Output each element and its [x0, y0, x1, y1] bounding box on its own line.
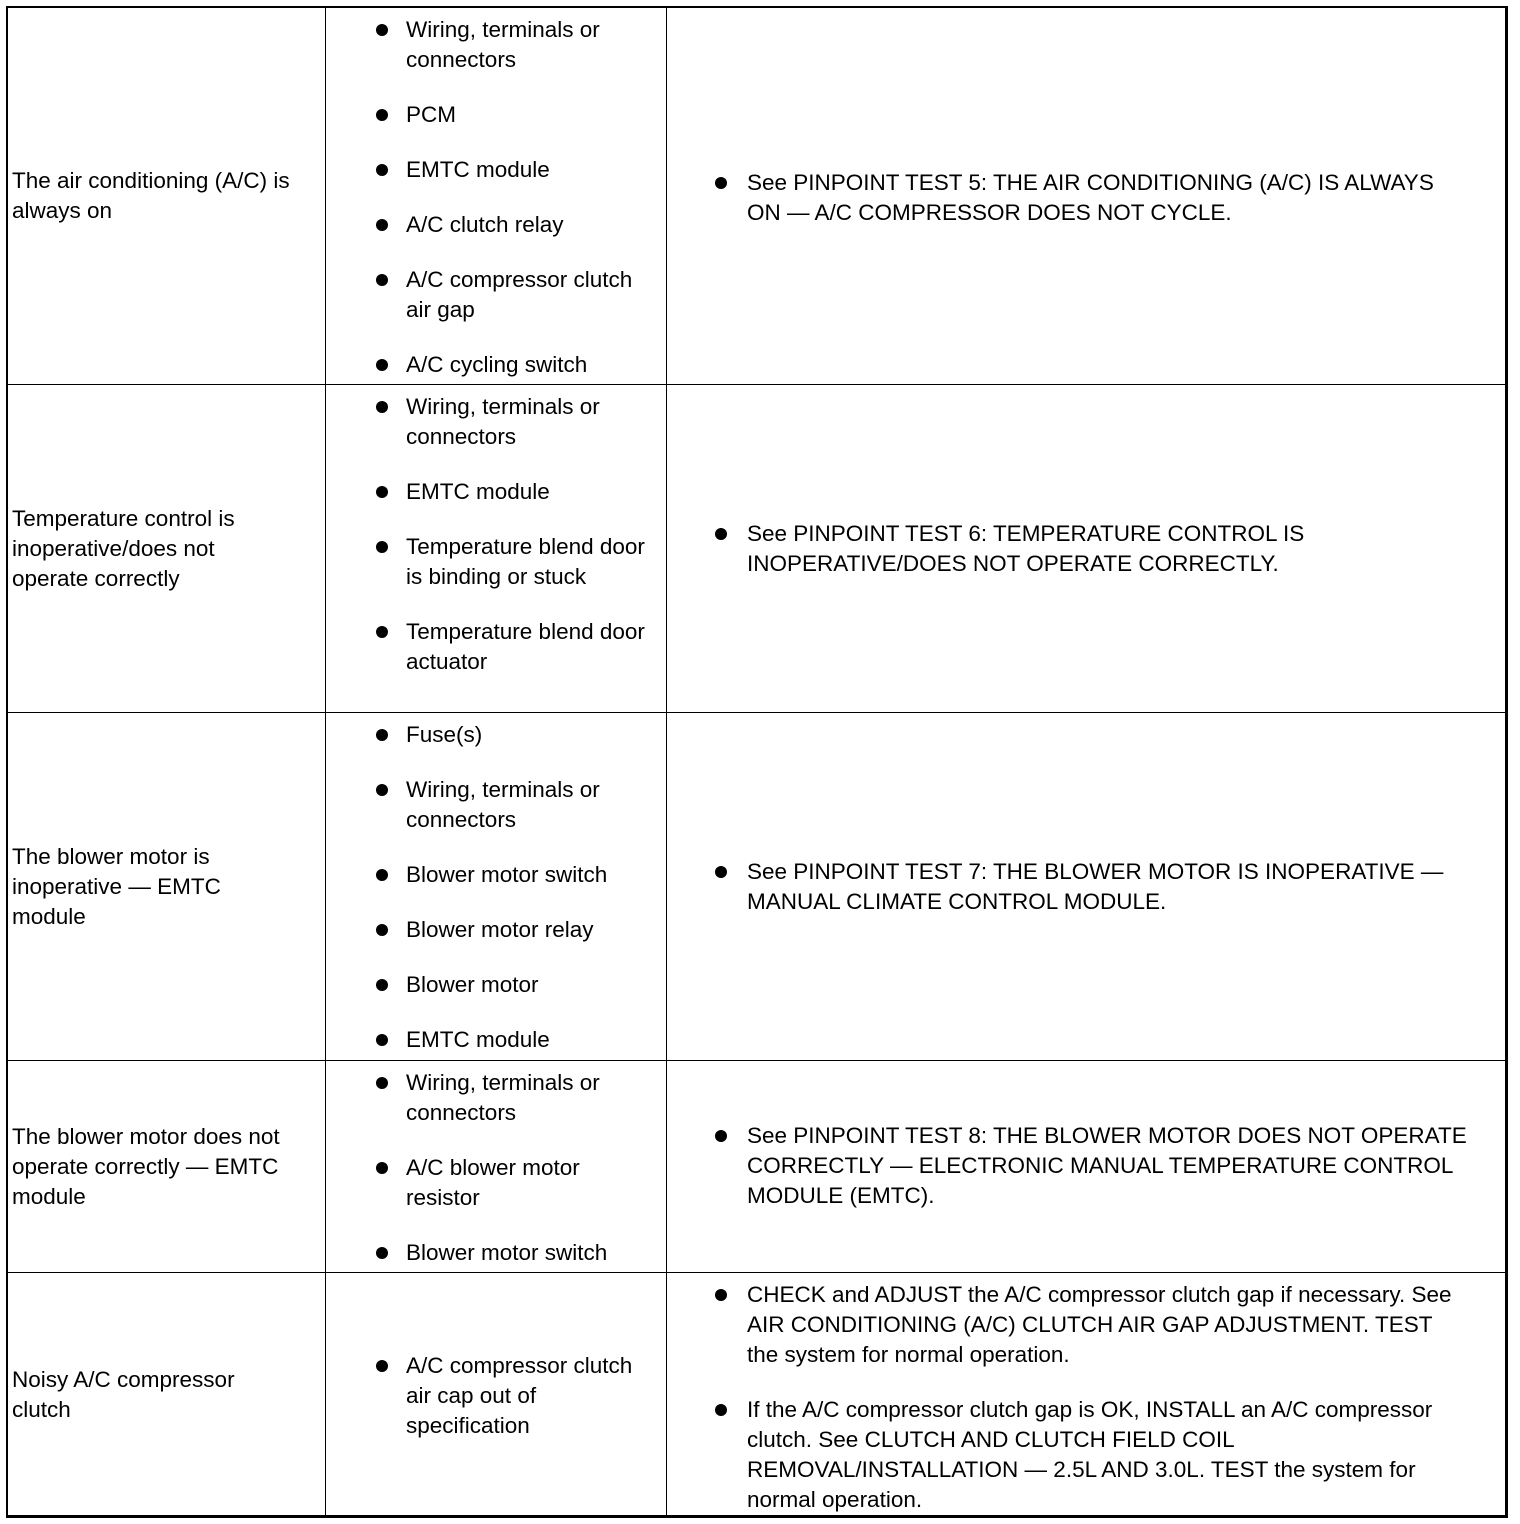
possible-source-cell: [326, 8, 667, 384]
symptom-cell: [8, 8, 326, 384]
cause-item: EMTC module: [406, 1025, 656, 1055]
symptom-cell: [8, 1273, 326, 1517]
table-row: [8, 8, 1505, 385]
cause-item: Wiring, terminals or connectors: [406, 392, 656, 452]
cause-item: Wiring, terminals or connectors: [406, 1068, 656, 1128]
cause-item: Blower motor relay: [406, 915, 656, 945]
action-item: See PINPOINT TEST 5: THE AIR CONDITIONING (A/C) IS ALWAYS ON — A/C COMPRESSOR DOES NOT CYCLE.: [747, 168, 1467, 228]
cause-item: EMTC module: [406, 155, 656, 185]
cause-item: PCM: [406, 100, 656, 130]
symptom-cell: [8, 713, 326, 1060]
action-cell: [667, 713, 1505, 1060]
cause-item: Blower motor: [406, 970, 656, 1000]
action-item: See PINPOINT TEST 6: TEMPERATURE CONTROL IS INOPERATIVE/DOES NOT OPERATE CORRECTLY.: [747, 519, 1467, 579]
cause-item: Blower motor switch: [406, 1238, 656, 1268]
action-item: If the A/C compressor clutch gap is OK, INSTALL an A/C compressor clutch. See CLUTCH AND CLUTCH FIELD COIL REMOVAL/INSTALLATION — 2.5L AND 3.0L. TEST the system for normal operation.: [747, 1395, 1467, 1515]
cause-item: Temperature blend door is binding or stuck: [406, 532, 656, 592]
cause-item: A/C clutch relay: [406, 210, 656, 240]
action-item: CHECK and ADJUST the A/C compressor clutch gap if necessary. See AIR CONDITIONING (A/C) CLUTCH AIR GAP ADJUSTMENT. TEST the system for normal operation.: [747, 1280, 1467, 1370]
symptom-text: Temperature control is inoperative/does not operate correctly: [12, 505, 235, 591]
symptom-chart-table: [6, 6, 1508, 1518]
possible-source-cell: [326, 1273, 667, 1517]
table-row: [8, 1061, 1505, 1273]
table-row: [8, 713, 1505, 1061]
symptom-cell: [8, 1061, 326, 1272]
action-item: See PINPOINT TEST 7: THE BLOWER MOTOR IS INOPERATIVE — MANUAL CLIMATE CONTROL MODULE.: [747, 857, 1467, 917]
table-row: [8, 1273, 1505, 1517]
possible-source-cell: [326, 1061, 667, 1272]
symptom-text: The blower motor does not operate correctly — EMTC module: [12, 1123, 280, 1209]
cause-item: A/C blower motor resistor: [406, 1153, 656, 1213]
symptom-text: The blower motor is inoperative — EMTC module: [12, 843, 221, 929]
table-row: [8, 385, 1505, 713]
cause-item: Fuse(s): [406, 720, 656, 750]
possible-source-cell: [326, 385, 667, 712]
cause-item: Wiring, terminals or connectors: [406, 15, 656, 75]
action-cell: [667, 8, 1505, 384]
cause-item: Wiring, terminals or connectors: [406, 775, 656, 835]
cause-item: A/C compressor clutch air cap out of specification: [406, 1351, 656, 1441]
cause-item: EMTC module: [406, 477, 656, 507]
symptom-cell: [8, 385, 326, 712]
action-cell: [667, 385, 1505, 712]
symptom-text: The air conditioning (A/C) is always on: [12, 168, 290, 223]
cause-item: Temperature blend door actuator: [406, 617, 656, 677]
cause-item: Blower motor switch: [406, 860, 656, 890]
possible-source-cell: [326, 713, 667, 1060]
symptom-text: Noisy A/C compressor clutch: [12, 1367, 235, 1422]
action-cell: [667, 1061, 1505, 1272]
cause-item: A/C cycling switch: [406, 350, 656, 380]
action-cell: [667, 1273, 1505, 1517]
action-item: See PINPOINT TEST 8: THE BLOWER MOTOR DOES NOT OPERATE CORRECTLY — ELECTRONIC MANUAL TEMPERATURE CONTROL MODULE (EMTC).: [747, 1121, 1467, 1211]
cause-item: A/C compressor clutch air gap: [406, 265, 656, 325]
